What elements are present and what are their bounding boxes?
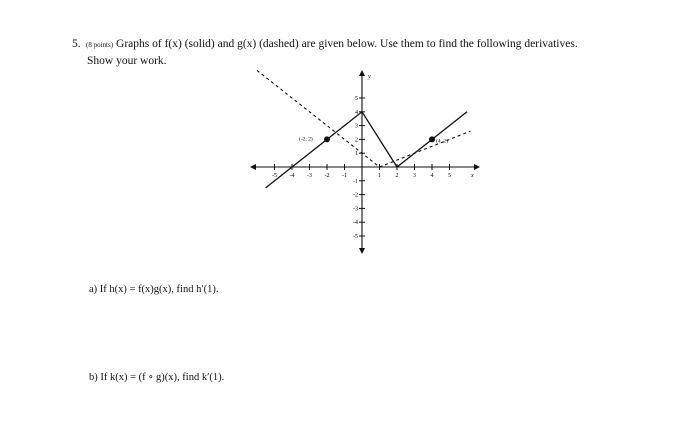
series-layer — [257, 70, 471, 187]
x-tick-label: -5 — [272, 173, 277, 179]
point-right — [429, 136, 435, 142]
x-tick-label: -1 — [342, 173, 347, 179]
y-tick-label: -5 — [353, 234, 358, 240]
point-right-label: (4, 2) — [436, 138, 448, 145]
y-tick-label: 5 — [355, 96, 358, 102]
g-dashed-line — [257, 70, 471, 167]
x-axis-arrow-left — [250, 164, 256, 170]
point-left — [324, 136, 330, 142]
y-axis-arrow-down — [359, 248, 365, 254]
y-tick-label: -3 — [353, 206, 358, 213]
x-tick-label: 4 — [430, 173, 434, 179]
y-axis-label: y — [368, 74, 371, 80]
problem-text-line2: Show your work. — [87, 55, 167, 67]
f-solid-line — [266, 109, 467, 188]
labels-layer — [272, 74, 474, 240]
problem-number: 5. — [72, 38, 81, 50]
y-tick-label: 3 — [355, 123, 358, 130]
problem-points: (8 points) — [86, 41, 114, 49]
x-tick-label: -4 — [289, 173, 295, 179]
y-tick-label: -4 — [353, 220, 358, 227]
part-b-question: b) If k(x) = (f ∘ g)(x), find k′(1). — [89, 372, 225, 383]
x-tick-label: 5 — [448, 173, 451, 179]
point-left-label: (-2, 2) — [299, 136, 313, 143]
x-axis-arrow-right — [474, 164, 480, 170]
x-tick-label: -2 — [324, 173, 330, 179]
x-tick-label: 2 — [395, 173, 399, 179]
part-a-question: a) If h(x) = f(x)g(x), find h′(1). — [89, 284, 219, 295]
y-tick-label: 4 — [355, 109, 358, 116]
x-tick-label: 3 — [413, 173, 416, 179]
y-tick-label: -1 — [353, 178, 358, 185]
x-tick-label: -3 — [307, 173, 312, 179]
y-tick-label: 1 — [355, 151, 358, 158]
problem-text-line1: Graphs of f(x) (solid) and g(x) (dashed) are given below. Use them to find the following derivatives. — [116, 38, 578, 50]
y-axis-arrow-up — [359, 70, 365, 76]
x-axis-label: x — [471, 173, 474, 179]
y-tick-label: -2 — [353, 192, 358, 199]
y-tick-label: 2 — [355, 137, 358, 144]
x-tick-label: 1 — [378, 173, 381, 179]
